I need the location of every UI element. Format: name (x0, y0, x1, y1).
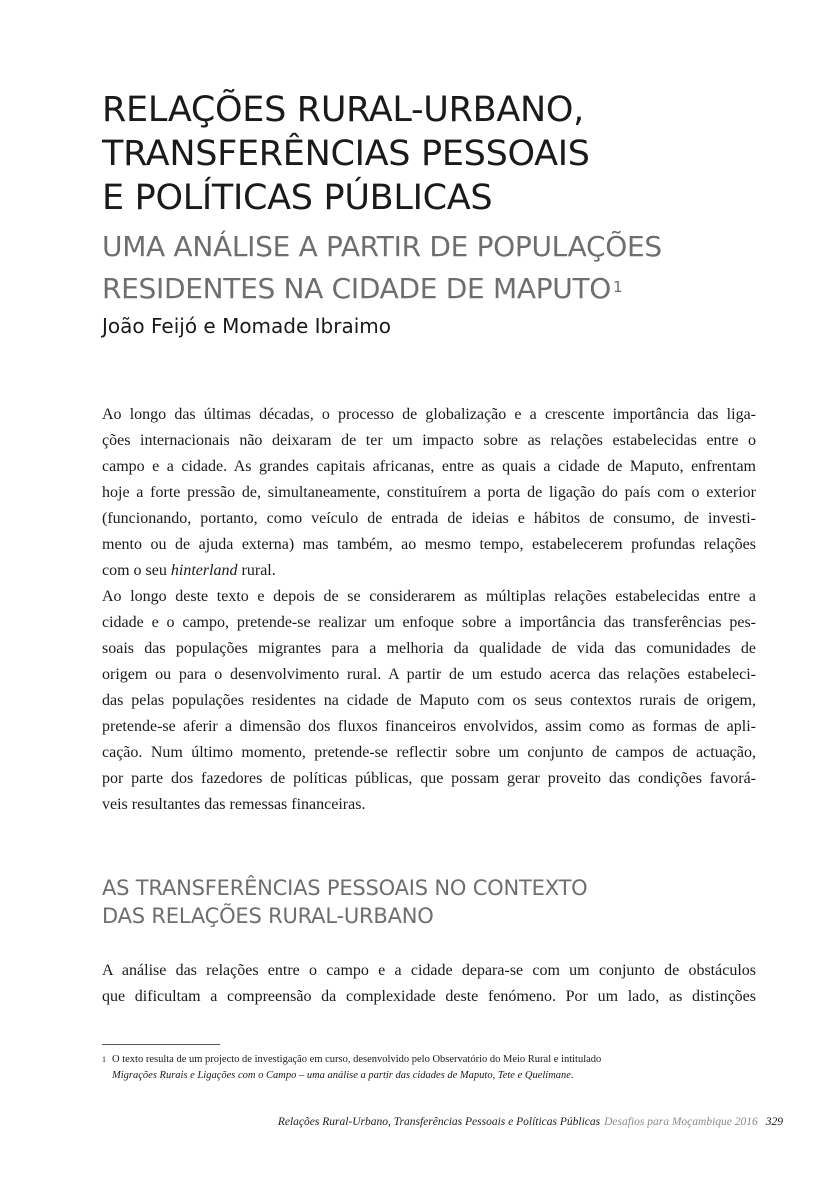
section-heading (102, 874, 588, 930)
paragraph-line: cação. Num último momento, pretende-se reflectir sobre um conjunto de campos de actuação, (102, 744, 756, 761)
section-heading-line-2: DAS RELAÇÕES RURAL-URBANO (102, 904, 434, 928)
footer-book-title: Desafios para Moçambique 2016 (604, 1116, 758, 1128)
paragraph-line: origem ou para o desenvolvimento rural. A partir de um estudo acerca das relações estabeleci- (102, 666, 756, 683)
paragraph-line: (funcionando, portanto, como veículo de entrada de ideias e hábitos de consumo, de investi- (102, 510, 756, 527)
paragraph-line: cidade e o campo, pretende-se realizar um enfoque sobre a importância das transferências pes- (102, 614, 756, 631)
paragraph-line: que dificultam a compreensão da complexidade deste fenómeno. Por um lado, as distinções (102, 988, 756, 1005)
authors: João Feijó e Momade Ibraimo (102, 314, 392, 338)
paragraph-intro-2 (102, 584, 756, 818)
paragraph-line: hoje a forte pressão de, simultaneamente, constituírem a porta de ligação do país com o exterior (102, 484, 756, 501)
page-number: 329 (765, 1116, 783, 1128)
footnote (102, 1052, 762, 1084)
footnote-reference[interactable]: 1 (613, 278, 623, 296)
chapter-title-line-3: E POLÍTICAS PÚBLICAS (102, 178, 493, 218)
italic-term: hinterland (170, 562, 238, 579)
paragraph-line: por parte dos fazedores de políticas públicas, que possam gerar proveito das condições favorá- (102, 770, 756, 787)
paragraph-line: pretende-se aferir a dimensão dos fluxos financeiros envolvidos, assim como as formas de apli- (102, 718, 756, 735)
chapter-title-line-2: TRANSFERÊNCIAS PESSOAIS (102, 134, 590, 174)
paragraph-line: soais das populações migrantes para a melhoria da qualidade de vida das comunidades de (102, 640, 756, 657)
chapter-subtitle-line-2-text: RESIDENTES NA CIDADE DE MAPUTO (102, 272, 612, 305)
paragraph-line: veis resultantes das remessas financeiras. (102, 796, 366, 813)
chapter-title (102, 88, 782, 220)
paragraph-text: rural. (237, 562, 276, 579)
paragraph-line: Ao longo deste texto e depois de se considerarem as múltiplas relações estabelecidas entre a (102, 588, 756, 605)
chapter-subtitle (102, 226, 782, 310)
paragraph-text: com o seu (102, 562, 171, 579)
footnote-mark: 1 (102, 1055, 106, 1064)
paragraph-line: Ao longo das últimas décadas, o processo de globalização e a crescente importância das liga- (102, 406, 756, 423)
paragraph-line: das pelas populações residentes na cidade de Maputo com os seus contextos rurais de origem, (102, 692, 756, 709)
paragraph-line: ções internacionais não deixaram de ter um impacto sobre as relações estabelecidas entre o (102, 432, 756, 449)
paragraph-line: mento ou de ajuda externa) mas também, ao mesmo tempo, estabelecerem profundas relações (102, 536, 756, 553)
footnote-divider (102, 1044, 220, 1045)
paragraph-section-1 (102, 958, 756, 1010)
chapter-title-line-1: RELAÇÕES RURAL-URBANO, (102, 90, 584, 130)
paragraph-line (102, 558, 756, 584)
paragraph-line: campo e a cidade. As grandes capitais africanas, entre as quais a cidade de Maputo, enfrentam (102, 458, 756, 475)
running-footer (278, 1114, 783, 1130)
chapter-subtitle-line-2 (102, 268, 782, 310)
section-heading-line-1: AS TRANSFERÊNCIAS PESSOAIS NO CONTEXTO (102, 876, 588, 900)
footer-chapter-title: Relações Rural-Urbano, Transferências Pessoais e Políticas Públicas (277, 1116, 601, 1128)
paragraph-intro-1 (102, 402, 756, 584)
footnote-text-line-1: O texto resulta de um projecto de investigação em curso, desenvolvido pelo Observatório do Meio Rural e intitulado (112, 1054, 602, 1065)
chapter-subtitle-line-1: UMA ANÁLISE A PARTIR DE POPULAÇÕES (102, 230, 662, 263)
paragraph-line: A análise das relações entre o campo e a cidade depara-se com um conjunto de obstáculos (102, 962, 756, 979)
footnote-text-line-2: Migrações Rurais e Ligações com o Campo – uma análise a partir das cidades de Maputo, Tete e Quelimane. (112, 1070, 574, 1081)
